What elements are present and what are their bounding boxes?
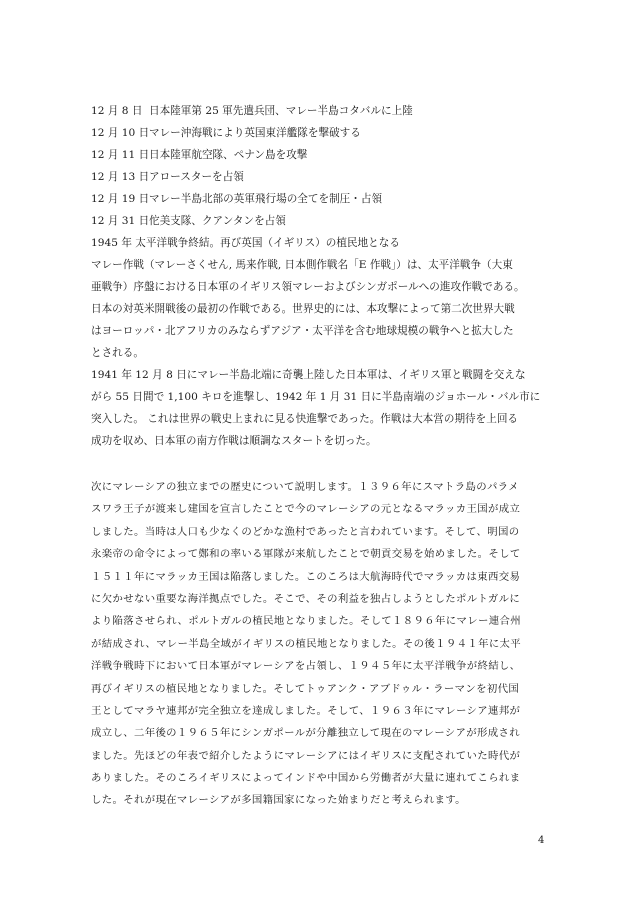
timeline-date: 12 月 10 日: [91, 127, 150, 139]
timeline-event: アロースターを占領: [149, 171, 244, 183]
history-paragraph: [91, 476, 551, 812]
timeline-event: 日本陸軍第 25 軍先遣兵団、マレー半島コタバルに上陸: [149, 105, 413, 117]
paragraph-line: 成立し、二年後の１９６５年にシンガポールが分離独立して現在のマレーシアが形成され: [91, 727, 520, 740]
timeline-date: 12 月 13 日: [91, 171, 150, 183]
timeline-event: マレー沖海戦により英国東洋艦隊を撃破する: [149, 127, 361, 139]
text-line: とされる。: [91, 347, 144, 359]
paragraph-line: 再びイギリスの植民地となりました。そしてトゥアンク・アブドゥル・ラーマンを初代国: [91, 682, 520, 695]
paragraph-line: に欠かせない重要な海洋拠点でした。そこで、その利益を独占しようとしたポルトガルに: [91, 592, 521, 605]
paragraph-line: した。それが現在マレーシアが多国籍国家になった始まりだと考えられます。: [91, 794, 466, 807]
text-line: マレー作戦（マレーさくせん, 馬来作戦, 日本側作戦名「E 作戦」）は、太平洋戦争（大東: [91, 259, 513, 271]
text-line: 1941 年 12 月 8 日にマレー半島北端に奇襲上陸した日本軍は、イギリス軍と戦闘を交えな: [91, 369, 526, 381]
paragraph-line: ありました。そのころイギリスによってインドや中国から労働者が大量に連れてこられま: [91, 772, 521, 785]
paragraph-line: 洋戦争戦時下において日本軍がマレーシアを占領し、１９４５年に太平洋戦争が終結し、: [91, 660, 521, 673]
timeline-event: 佗美支隊、クアンタンを占領: [149, 215, 286, 227]
text-line: 1945 年 太平洋戦争終結。再び英国（イギリス）の植民地となる: [91, 237, 400, 249]
page-number: 4: [538, 835, 545, 846]
paragraph-line: 王としてマラヤ連邦が完全独立を達成しました。そして、１９６３年にマレーシア連邦が: [91, 704, 521, 717]
timeline-row: [91, 210, 551, 232]
paragraph-line: １５１１年にマラッカ王国は陥落しました。このころは大航海時代でマラッカは東西交易: [91, 570, 521, 583]
text-line: 突入した。 これは世界の戦史上まれに見る快進撃であった。作戦は大本営の期待を上回る: [91, 413, 519, 425]
text-line: 日本の対英米開戦後の最初の作戦である。世界史的には、本攻撃によって第二次世界大戦: [91, 303, 515, 315]
timeline-date: 12 月 31 日: [91, 215, 150, 227]
paragraph-line: ました。先ほどの年表で紹介したようにマレーシアにはイギリスに支配されていた時代が: [91, 749, 521, 762]
timeline-row: [91, 144, 551, 166]
timeline-event: 日本陸軍航空隊、ペナン島を攻撃: [149, 149, 308, 161]
text-line: 成功を収め、日本軍の南方作戦は順調なスタートを切った。: [91, 435, 377, 447]
paragraph-line: より陥落させられ、ポルトガルの植民地となりました。そして１８９６年にマレー連合州: [91, 615, 521, 628]
paragraph-line: しました。当時は人口も少なくのどかな漁村であったと言われています。そして、明国の: [91, 525, 520, 538]
timeline-date: 12 月 8 日: [91, 105, 143, 117]
paragraph-line: が結成され、マレー半島全域がイギリスの植民地となりました。その後１９４１年に太平: [91, 637, 522, 650]
text-line: 亜戦争）序盤における日本軍のイギリス領マレーおよびシンガポールへの進攻作戦である。: [91, 281, 525, 293]
paragraph-line: 永楽帝の命令によって鄭和の率いる軍隊が来航したことで朝貢交易を始めました。そして: [91, 548, 521, 561]
timeline-date: 12 月 19 日: [91, 193, 150, 205]
text-line: がら 55 日間で 1,100 キロを進撃し、1942 年 1 月 31 日に半島南端のジョホール・バル市に: [91, 391, 541, 403]
timeline-row: [91, 188, 551, 210]
text-line: はヨーロッパ・北アフリカのみならずアジア・太平洋を含む地球規模の戦争へと拡大した: [91, 325, 514, 337]
timeline-row: [91, 122, 551, 144]
timeline-section: [91, 100, 551, 452]
paragraph-line: 次にマレーシアの独立までの歴史について説明します。１３９６年にスマトラ島のパラメ: [91, 481, 519, 493]
timeline-event: マレー半島北部の英軍飛行場の全てを制圧・占領: [149, 193, 383, 205]
timeline-row: [91, 100, 551, 122]
timeline-date: 12 月 11 日: [91, 149, 150, 161]
timeline-row: [91, 166, 551, 188]
paragraph-line: スワラ王子が渡来し建国を宣言したことで今のマレーシアの元となるマラッカ王国が成立: [91, 503, 521, 516]
